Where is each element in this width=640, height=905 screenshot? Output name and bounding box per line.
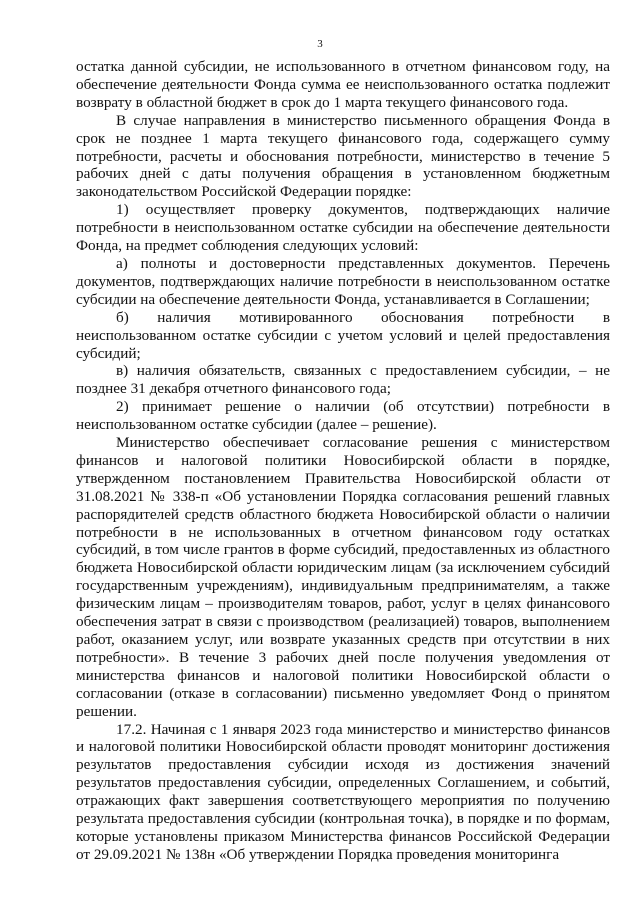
paragraph-item-1-verification: 1) осуществляет проверку документов, подтверждающих наличие потребности в неиспользованном остатке субсидии на обеспечение деятельности Фонда, на предмет соблюдения следующих условий: bbox=[76, 201, 610, 255]
document-body bbox=[76, 58, 610, 864]
paragraph-subitem-a: а) полноты и достоверности представленных документов. Перечень документов, подтверждающих наличие потребности в неиспользованном остатке субсидии на обеспечение деятельности Фонда, устанавливается в Соглашении; bbox=[76, 254, 610, 308]
paragraph-subitem-b: б) наличия мотивированного обоснования потребности в неиспользованном остатке субсидии с учетом условий и целей предоставления субсидий; bbox=[76, 308, 610, 362]
paragraph-item-2-decision: 2) принимает решение о наличии (об отсутствии) потребности в неиспользованном остатке субсидии (далее – решение). bbox=[76, 398, 610, 434]
paragraph-section-17-2: 17.2. Начиная с 1 января 2023 года министерство и министерство финансов и налоговой политики Новосибирской области проводят мониторинг достижения результатов предоставления субсидии исходя из достижения значений результатов предоставления субсидии, определенных Соглашением, и событий, отражающих факт завершения соответствующего мероприятия по получению результата предоставления субсидии (контрольная точка), в порядке и по формам, которые установлены приказом Министерства финансов Российской Федерации от 29.09.2021 № 138н «Об утверждении Порядка проведения мониторинга bbox=[76, 720, 610, 863]
paragraph-fund-appeal: В случае направления в министерство письменного обращения Фонда в срок не позднее 1 марта текущего финансового года, содержащего сумму потребности, расчеты и обоснования потребности, министерство в течение 5 рабочих дней с даты получения обращения в установленном бюджетным законодательством Российской Федерации порядке: bbox=[76, 111, 610, 201]
page-number: 3 bbox=[317, 38, 323, 50]
paragraph-subitem-v: в) наличия обязательств, связанных с предоставлением субсидии, – не позднее 31 декабря отчетного финансового года; bbox=[76, 362, 610, 398]
paragraph-residual-return: остатка данной субсидии, не использованного в отчетном финансовом году, на обеспечение деятельности Фонда сумма ее неиспользованного остатка подлежит возврату в областной бюджет в срок до 1 марта текущего финансового года. bbox=[76, 58, 610, 111]
paragraph-ministry-approval: Министерство обеспечивает согласование решения с министерством финансов и налоговой политики Новосибирской области в порядке, утвержденном постановлением Правительства Новосибирской области от 31.08.2021 № 338-п «Об установлении Порядка согласования решений главных распорядителей средств областного бюджета Новосибирской области о наличии потребности в не использованных в отчетном финансовом году остатках субсидий, в том числе грантов в форме субсидий, предоставленных из областного бюджета Новосибирской области юридическим лицам (за исключением субсидий государственным учреждениям), индивидуальным предпринимателям, а также физическим лицам – производителям товаров, работ, услуг в целях финансового обеспечения затрат в связи с производством (реализацией) товаров, выполнением работ, оказанием услуг, или возврате указанных средств при отсутствии в них потребности». В течение 3 рабочих дней после получения уведомления от министерства финансов и налоговой политики Новосибирской области о согласовании (отказе в согласовании) письменно уведомляет Фонд о принятом решении. bbox=[76, 434, 610, 720]
